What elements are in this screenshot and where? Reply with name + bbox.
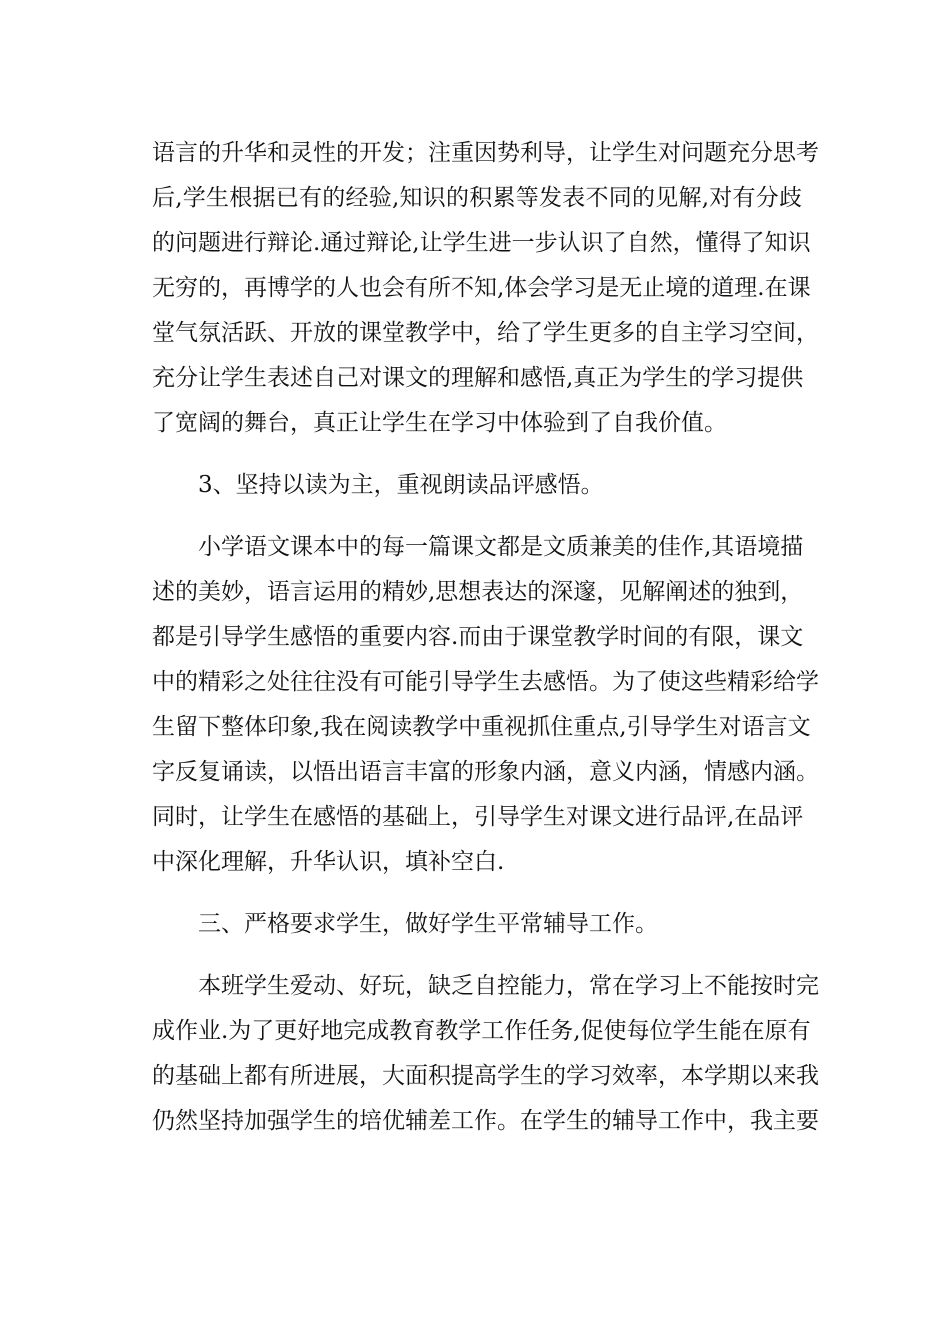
text-line: 仍然坚持加强学生的培优辅差工作。在学生的辅导工作中，我主要	[152, 1108, 819, 1134]
text-line: 了宽阔的舞台，真正让学生在学习中体验到了自我价值。	[152, 410, 727, 436]
paragraph-2	[152, 525, 819, 885]
paragraph-1	[152, 131, 819, 446]
paragraph-gap	[152, 446, 802, 463]
text-line: 生留下整体印象,我在阅读教学中重视抓住重点,引导学生对语言文	[152, 714, 811, 740]
text-line: 无穷的，再博学的人也会有所不知,体会学习是无止境的道理.在课	[152, 275, 811, 301]
section-heading-3	[152, 463, 802, 508]
text-line: 的问题进行辩论.通过辩论,让学生进一步认识了自然，懂得了知识	[152, 230, 811, 256]
text-line: 的基础上都有所进展，大面积提高学生的学习效率，本学期以来我	[152, 1063, 819, 1089]
text-line: 同时，让学生在感悟的基础上，引导学生对课文进行品评,在品评	[152, 804, 804, 830]
paragraph-3	[152, 964, 819, 1144]
paragraph-gap	[152, 947, 802, 964]
section-heading-san	[152, 902, 802, 947]
text-line: 都是引导学生感悟的重要内容.而由于课堂教学时间的有限，课文	[152, 624, 804, 650]
heading-text: 三、严格要求学生，做好学生平常辅导工作。	[198, 911, 658, 937]
paragraph-gap	[152, 508, 802, 525]
text-line: 字反复诵读，以悟出语言丰富的形象内涵，意义内涵，情感内涵。	[152, 759, 819, 785]
text-line: 语言的升华和灵性的开发；注重因势利导，让学生对问题充分思考	[152, 140, 819, 166]
paragraph-gap	[152, 885, 802, 902]
heading-text: 3、坚持以读为主，重视朗读品评感悟。	[198, 472, 604, 498]
text-line: 堂气氛活跃、开放的课堂教学中，给了学生更多的自主学习空间，	[152, 320, 819, 346]
text-line: 成作业.为了更好地完成教育教学工作任务,促使每位学生能在原有	[152, 1018, 811, 1044]
document-body	[152, 131, 819, 1144]
text-line: 中的精彩之处往往没有可能引导学生去感悟。为了使这些精彩给学	[152, 669, 819, 695]
text-line: 中深化理解，升华认识，填补空白.	[152, 849, 505, 875]
text-line: 小学语文课本中的每一篇课文都是文质兼美的佳作,其语境描	[198, 534, 804, 560]
text-line: 充分让学生表述自己对课文的理解和感悟,真正为学生的学习提供	[152, 365, 804, 391]
text-line: 述的美妙，语言运用的精妙,思想表达的深邃，见解阐述的独到，	[152, 579, 804, 605]
text-line: 后,学生根据已有的经验,知识的积累等发表不同的见解,对有分歧	[152, 185, 802, 211]
text-line: 本班学生爱动、好玩，缺乏自控能力，常在学习上不能按时完	[198, 973, 819, 999]
